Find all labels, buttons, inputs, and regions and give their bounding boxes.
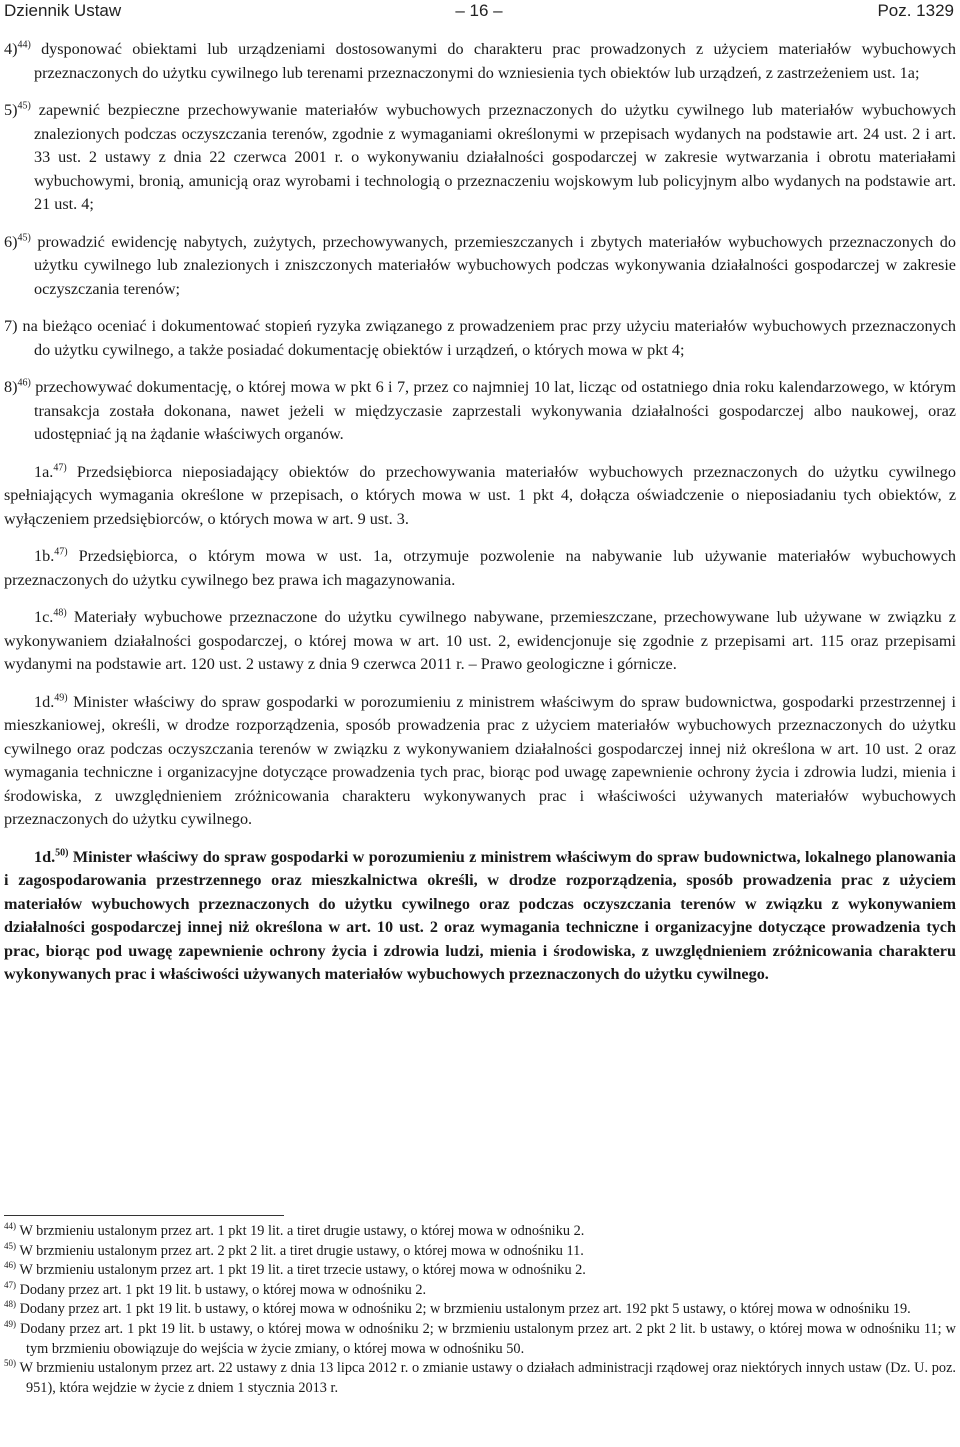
document-body: [4, 38, 956, 1001]
footnote-text: W brzmieniu ustalonym przez art. 22 ustawy z dnia 13 lipca 2012 r. o zmianie ustawy o działach administracji rządowej oraz niektórych innych ustaw (Dz. U. poz. 951), która wejdzie w życie z dniem 1 stycznia 2013 r.: [16, 1360, 956, 1396]
list-item-7: [4, 315, 956, 362]
item-number: 7): [4, 317, 18, 335]
footnote-46: [4, 1261, 956, 1281]
footnote-number: 45): [4, 1240, 16, 1251]
footnote-number: 46): [4, 1260, 16, 1271]
list-item-6: [4, 231, 956, 302]
paragraph-1d-current: [4, 691, 956, 832]
footnote-49: [4, 1320, 956, 1359]
page-header: [4, 0, 954, 26]
item-text: zapewnić bezpieczne przechowywanie materiałów wybuchowych przeznaczonych do użytku cywilnego lub materiałów wybuchowych znalezionych podczas oczyszczania terenów, zgodnie z wymaganiami określonymi w przepisach wydanych na podstawie art. 24 ust. 2 i art. 33 ust. 2 ustawy z dnia 22 czerwca 2001 r. o wykonywaniu działalności gospodarczej w zakresie wytwarzania i obrotu materiałami wybuchowymi, bronią, amunicją oraz wyrobami i technologią o przeznaczeniu wojskowym lub policyjnym albo wydanych na podstawie art. 21 ust. 4;: [30, 101, 956, 213]
footnote-ref: 47): [54, 546, 68, 558]
footnote-number: 44): [4, 1221, 16, 1232]
footnote-number: 49): [4, 1319, 16, 1330]
footnote-47: [4, 1281, 956, 1301]
footnote-ref: 48): [53, 607, 67, 619]
paragraph-number: 1a.: [34, 462, 54, 481]
paragraph-text: Przedsiębiorca nieposiadający obiektów do przechowywania materiałów wybuchowych przeznaczonych do użytku cywilnego spełniających wymagania określone w przepisach, o których mowa w ust. 1 pkt 4, dołącza oświadczenie o nieposiadaniu tych obiektów, z wyłączeniem przedsiębiorców, o których mowa w art. 9 ust. 3.: [4, 462, 956, 528]
item-number: 6): [4, 232, 18, 251]
footnote-divider: [4, 1215, 284, 1216]
footnote-text: W brzmieniu ustalonym przez art. 1 pkt 19 lit. a tiret drugie ustawy, o której mowa w odnośniku 2.: [16, 1223, 585, 1239]
footnote-48: [4, 1300, 956, 1320]
footnote-ref: 44): [17, 39, 31, 51]
footnote-ref: 45): [17, 100, 31, 112]
item-number: 4): [4, 40, 18, 58]
list-item-5: [4, 99, 956, 217]
footnote-ref: 50): [55, 847, 69, 859]
paragraph-text: Minister właściwy do spraw gospodarki w porozumieniu z ministrem właściwym do spraw budownictwa, lokalnego planowania i zagospodarowania przestrzennego oraz mieszkalnictwa określi, w drodze rozporządzenia, sposób prowadzenia prac z użyciem materiałów wybuchowych przeznaczonych do użytku cywilnego oraz podczas oczyszczania terenów w związku z wykonywaniem działalności gospodarczej innej niż określona w art. 10 ust. 2 oraz wymagania techniczne i organizacyjne dotyczące prowadzenia tych prac, biorąc pod uwagę zapewnienie ochrony życia i zdrowia ludzi, mienia i środowiska, z uwzględnieniem zróżnicowania charakteru wykonywanych prac i właściwości używanych materiałów wybuchowych przeznaczonych do użytku cywilnego.: [4, 847, 956, 983]
paragraph-text: Minister właściwy do spraw gospodarki w porozumieniu z ministrem właściwym do spraw budownictwa, gospodarki przestrzennej i mieszkaniowej, określi, w drodze rozporządzenia, sposób prowadzenia prac z użyciem materiałów wybuchowych przeznaczonych do użytku cywilnego oraz podczas oczyszczania terenów w związku z wykonywaniem działalności gospodarczej innej niż określona w art. 10 ust. 2 oraz wymagania techniczne i organizacyjne dotyczące prowadzenia tych prac, biorąc pod uwagę zapewnienie ochrony życia i zdrowia ludzi, mienia i środowiska, z uwzględnieniem zróżnicowania charakteru wykonywanych prac i właściwości używanych materiałów wybuchowych przeznaczonych do użytku cywilnego.: [4, 692, 956, 828]
item-text: dysponować obiektami lub urządzeniami dostosowanymi do charakteru prac prowadzonych z użyciem materiałów wybuchowych przeznaczonych do użytku cywilnego lub terenami przeznaczonymi do wzniesienia tych obiektów lub urządzeń, z zastrzeżeniem ust. 1a;: [30, 40, 956, 82]
item-text: prowadzić ewidencję nabytych, zużytych, przechowywanych, przemieszczanych i zbytych materiałów wybuchowych przeznaczonych do użytku cywilnego lub znalezionych i zniszczonych materiałów wybuchowych podczas wykonywania działalności gospodarczej w zakresie oczyszczania terenów;: [30, 232, 956, 298]
footnote-ref: 45): [17, 232, 31, 244]
paragraph-text: Przedsiębiorca, o którym mowa w ust. 1a, otrzymuje pozwolenie na nabywanie lub używanie materiałów wybuchowych przeznaczonych do użytku cywilnego bez prawa ich magazynowania.: [4, 547, 956, 589]
item-number: 5): [4, 101, 18, 119]
footnote-ref: 46): [17, 377, 31, 389]
footnote-ref: 49): [54, 692, 68, 704]
footnote-text: Dodany przez art. 1 pkt 19 lit. b ustawy, o której mowa w odnośniku 2.: [16, 1281, 427, 1298]
footnote-44: [4, 1222, 956, 1242]
paragraph-number: 1b.: [34, 547, 55, 565]
item-text: na bieżąco oceniać i dokumentować stopień ryzyka związanego z prowadzeniem prac przy użyciu materiałów wybuchowych przeznaczonych do użytku cywilnego, a także posiadać dokumentację obiektów i urządzeń, o których mowa w pkt 4;: [17, 317, 956, 359]
paragraph-number: 1c.: [34, 608, 54, 626]
footnote-text: W brzmieniu ustalonym przez art. 1 pkt 19 lit. a tiret trzecie ustawy, o której mowa w odnośniku 2.: [16, 1262, 586, 1279]
footnote-number: 47): [4, 1280, 16, 1291]
paragraph-number: 1d.: [34, 692, 55, 711]
position-number: Poz. 1329: [877, 1, 954, 20]
paragraph-1c: [4, 606, 956, 677]
paragraph-number: 1d.: [34, 847, 56, 866]
journal-title: Dziennik Ustaw: [4, 1, 122, 20]
item-number: 8): [4, 378, 18, 396]
footnote-number: 50): [4, 1358, 16, 1369]
paragraph-1b: [4, 545, 956, 592]
paragraph-1a: [4, 461, 956, 532]
paragraph-text: Materiały wybuchowe przeznaczone do użytku cywilnego nabywane, przemieszczane, przechowywane lub używane w związku z wykonywaniem działalności gospodarczej, o której mowa w art. 10 ust. 2, ewidencjonuje się zgodnie z przepisami art. 115 oraz przepisami wydanymi na podstawie art. 120 ust. 2 ustawy z dnia 9 czerwca 2011 r. – Prawo geologiczne i górnicze.: [4, 608, 956, 673]
footnote-ref: 47): [53, 462, 67, 474]
footnote-number: 48): [4, 1299, 16, 1310]
footnote-text: Dodany przez art. 1 pkt 19 lit. b ustawy, o której mowa w odnośniku 2; w brzmieniu ustalonym przez art. 192 pkt 5 ustawy, o której mowa w odnośniku 19.: [16, 1301, 911, 1318]
footnote-45: [4, 1242, 956, 1262]
page-number: – 16 –: [455, 1, 503, 20]
paragraph-1d-future: [4, 846, 956, 987]
list-item-4: [4, 38, 956, 85]
footnote-text: W brzmieniu ustalonym przez art. 2 pkt 2 lit. a tiret drugie ustawy, o której mowa w odnośniku 11.: [16, 1242, 584, 1259]
footnote-50: [4, 1359, 956, 1398]
list-item-8: [4, 376, 956, 447]
footnotes: [4, 1215, 956, 1398]
footnote-text: Dodany przez art. 1 pkt 19 lit. b ustawy, o której mowa w odnośniku 2; w brzmieniu ustalonym przez art. 2 pkt 2 lit. b ustawy, o której mowa w odnośniku 11; w tym brzmieniu obowiązuje do wejścia w życie zmiany, o której mowa w odnośniku 50.: [16, 1320, 956, 1357]
item-text: przechowywać dokumentację, o której mowa w pkt 6 i 7, przez co najmniej 10 lat, licząc od ostatniego dnia roku kalendarzowego, w którym transakcja została dokonana, nawet jeżeli w międzyczasie zaprzestali wykonywania działalności gospodarczej albo naukowej, oraz udostępniać ją na żądanie właściwych organów.: [30, 378, 956, 443]
